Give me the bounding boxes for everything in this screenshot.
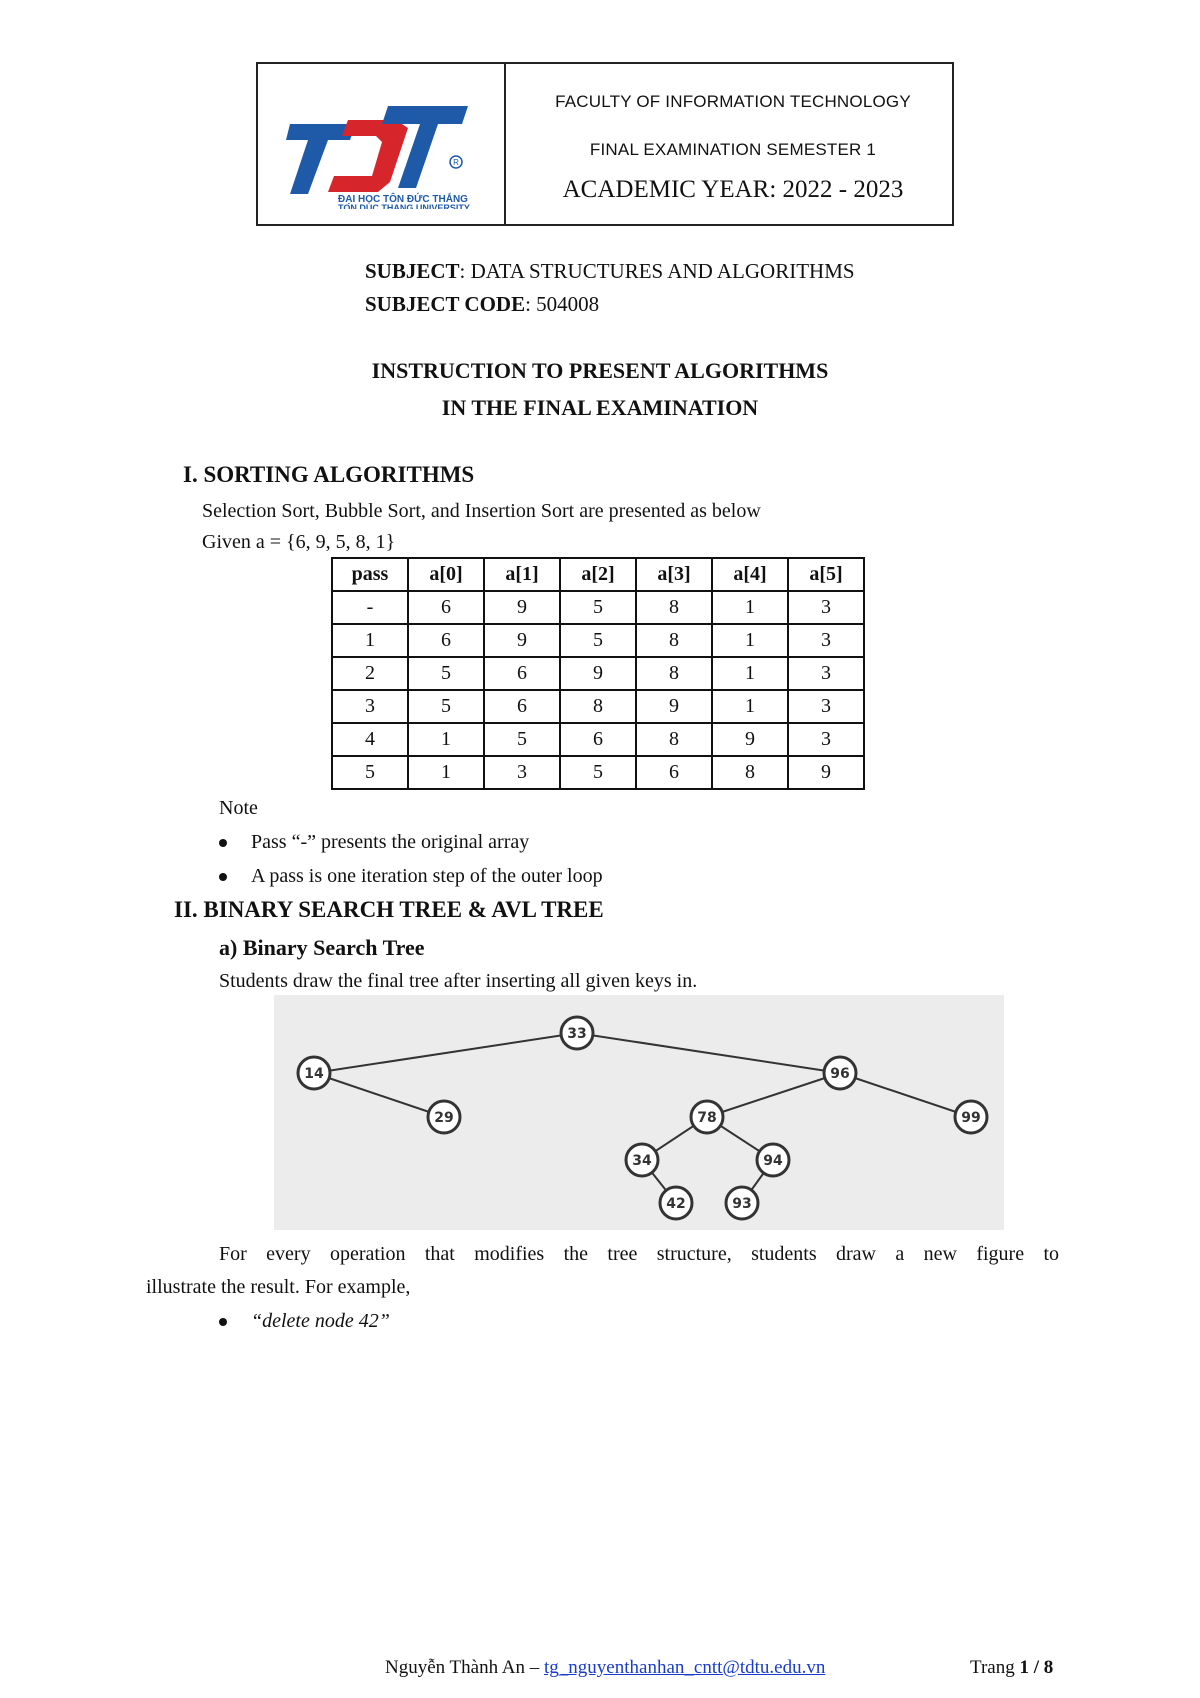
table-row (332, 756, 864, 789)
tree-node (298, 1057, 330, 1089)
table-cell: 4 (332, 723, 408, 756)
tree-node-label: 29 (434, 1110, 454, 1126)
tree-node (691, 1101, 723, 1133)
subject-value: : DATA STRUCTURES AND ALGORITHMS (459, 259, 855, 283)
paragraph-line1: For every operation that modifies the tree structure, students draw a new figure to (219, 1243, 1059, 1265)
author-name: Nguyễn Thành An – (385, 1657, 545, 1678)
tree-edge (707, 1073, 840, 1117)
sorting-given: Given a = {6, 9, 5, 8, 1} (202, 531, 396, 553)
page-total: 8 (1043, 1657, 1054, 1678)
bullet-icon (219, 839, 227, 847)
note-item (219, 865, 603, 888)
bullet-icon (219, 873, 227, 881)
table-cell: 6 (408, 624, 484, 657)
faculty-name: FACULTY OF INFORMATION TECHNOLOGY (555, 92, 911, 111)
footer-author (385, 1657, 825, 1679)
table-row (332, 657, 864, 690)
subject-label: SUBJECT (365, 259, 460, 283)
bst-instruction: Students draw the final tree after inserting all given keys in. (219, 970, 698, 992)
table-cell: 6 (636, 756, 712, 789)
table-cell: 5 (484, 723, 560, 756)
table-cell: 3 (788, 591, 864, 624)
bst-diagram (274, 995, 1004, 1230)
header-divider (504, 64, 506, 224)
table-cell: 1 (408, 756, 484, 789)
table-body (332, 591, 864, 789)
page-current: 1 (1019, 1657, 1029, 1678)
table-cell: 9 (712, 723, 788, 756)
table-header-cell: a[1] (484, 558, 560, 591)
table-cell: 3 (788, 690, 864, 723)
header-box (256, 62, 954, 226)
author-email-link[interactable]: tg_nguyenthanhan_cntt@tdtu.edu.vn (544, 1657, 826, 1678)
table-header-cell: a[4] (712, 558, 788, 591)
table-row (332, 624, 864, 657)
example-text: “delete node 42” (251, 1310, 390, 1332)
subject-code-label: SUBJECT CODE (365, 292, 526, 316)
subject-code-line (365, 292, 599, 317)
table-cell: 1 (332, 624, 408, 657)
table-cell: 3 (788, 624, 864, 657)
table-header-cell: a[5] (788, 558, 864, 591)
table-cell: - (332, 591, 408, 624)
tree-node (955, 1101, 987, 1133)
svg-text:R: R (453, 158, 459, 167)
table-cell: 3 (788, 657, 864, 690)
bullet-icon (219, 1318, 227, 1326)
table-cell: 1 (712, 624, 788, 657)
table-cell: 8 (636, 723, 712, 756)
table-cell: 5 (560, 624, 636, 657)
table-header-row (332, 558, 864, 591)
table-cell: 8 (636, 624, 712, 657)
table-cell: 6 (484, 690, 560, 723)
doc-title-line2: IN THE FINAL EXAMINATION (441, 395, 759, 420)
table-cell: 3 (332, 690, 408, 723)
tree-node-label: 33 (567, 1026, 587, 1042)
tree-node-label: 94 (763, 1153, 783, 1169)
tree-node (626, 1144, 658, 1176)
table-cell: 9 (636, 690, 712, 723)
academic-year: ACADEMIC YEAR: 2022 - 2023 (562, 176, 904, 203)
sorting-table (331, 557, 865, 790)
table-cell: 8 (712, 756, 788, 789)
table-cell: 6 (408, 591, 484, 624)
tree-edge (577, 1033, 840, 1073)
note-item (219, 831, 529, 854)
table-cell: 8 (636, 657, 712, 690)
table-cell: 9 (560, 657, 636, 690)
table-cell: 9 (788, 756, 864, 789)
table-row (332, 723, 864, 756)
logo-text-line1: ĐẠI HỌC TÔN ĐỨC THẮNG (338, 194, 468, 205)
note-text: Pass “-” presents the original array (251, 831, 530, 853)
tree-node-label: 42 (666, 1196, 686, 1212)
table-cell: 3 (788, 723, 864, 756)
subject-code-value: : 504008 (525, 292, 600, 316)
logo-text-line2: TON DUC THANG UNIVERSITY (338, 203, 470, 209)
table-cell: 5 (332, 756, 408, 789)
table-row (332, 690, 864, 723)
sorting-intro: Selection Sort, Bubble Sort, and Insertion Sort are presented as below (202, 500, 761, 522)
table-header-cell: pass (332, 558, 408, 591)
table-cell: 2 (332, 657, 408, 690)
table-cell: 9 (484, 591, 560, 624)
tree-edge (314, 1033, 577, 1073)
tree-edge (840, 1073, 971, 1117)
table-header-cell: a[3] (636, 558, 712, 591)
page-number (970, 1657, 1053, 1679)
tree-edge (314, 1073, 444, 1117)
exam-name: FINAL EXAMINATION SEMESTER 1 (589, 140, 877, 159)
note-label: Note (219, 797, 258, 819)
table-header-cell: a[2] (560, 558, 636, 591)
example-item (219, 1310, 390, 1333)
table-cell: 8 (636, 591, 712, 624)
table-cell: 9 (484, 624, 560, 657)
table-cell: 8 (560, 690, 636, 723)
table-cell: 5 (408, 657, 484, 690)
table-cell: 3 (484, 756, 560, 789)
subsection-bst-heading: a) Binary Search Tree (219, 935, 425, 960)
table-cell: 6 (560, 723, 636, 756)
tree-node (757, 1144, 789, 1176)
tree-node-label: 96 (830, 1066, 850, 1082)
table-cell: 6 (484, 657, 560, 690)
page-separator: / (1028, 1657, 1044, 1678)
section-sorting-heading: I. SORTING ALGORITHMS (183, 462, 475, 487)
paragraph-line2: illustrate the result. For example, (146, 1276, 411, 1298)
table-cell: 1 (712, 591, 788, 624)
section-bst-heading: II. BINARY SEARCH TREE & AVL TREE (174, 897, 604, 922)
tree-node (561, 1017, 593, 1049)
table-cell: 5 (560, 591, 636, 624)
table-cell: 1 (712, 690, 788, 723)
table-cell: 1 (408, 723, 484, 756)
tree-node-label: 93 (732, 1196, 752, 1212)
note-text: A pass is one iteration step of the outer loop (251, 865, 603, 887)
subject-line (365, 259, 855, 284)
tree-node-label: 14 (304, 1066, 324, 1082)
tree-node (660, 1187, 692, 1219)
table-cell: 5 (560, 756, 636, 789)
doc-title-line1: INSTRUCTION TO PRESENT ALGORITHMS (371, 358, 829, 383)
tree-node-label: 78 (697, 1110, 717, 1126)
table-row (332, 591, 864, 624)
tree-node-label: 99 (961, 1110, 981, 1126)
page-label: Trang (970, 1657, 1020, 1678)
tree-node (428, 1101, 460, 1133)
table-cell: 5 (408, 690, 484, 723)
tree-node (824, 1057, 856, 1089)
tree-node-label: 34 (632, 1153, 652, 1169)
tree-node (726, 1187, 758, 1219)
university-logo (278, 84, 488, 209)
bst-figure (274, 995, 1004, 1230)
table-header-cell: a[0] (408, 558, 484, 591)
table-cell: 1 (712, 657, 788, 690)
